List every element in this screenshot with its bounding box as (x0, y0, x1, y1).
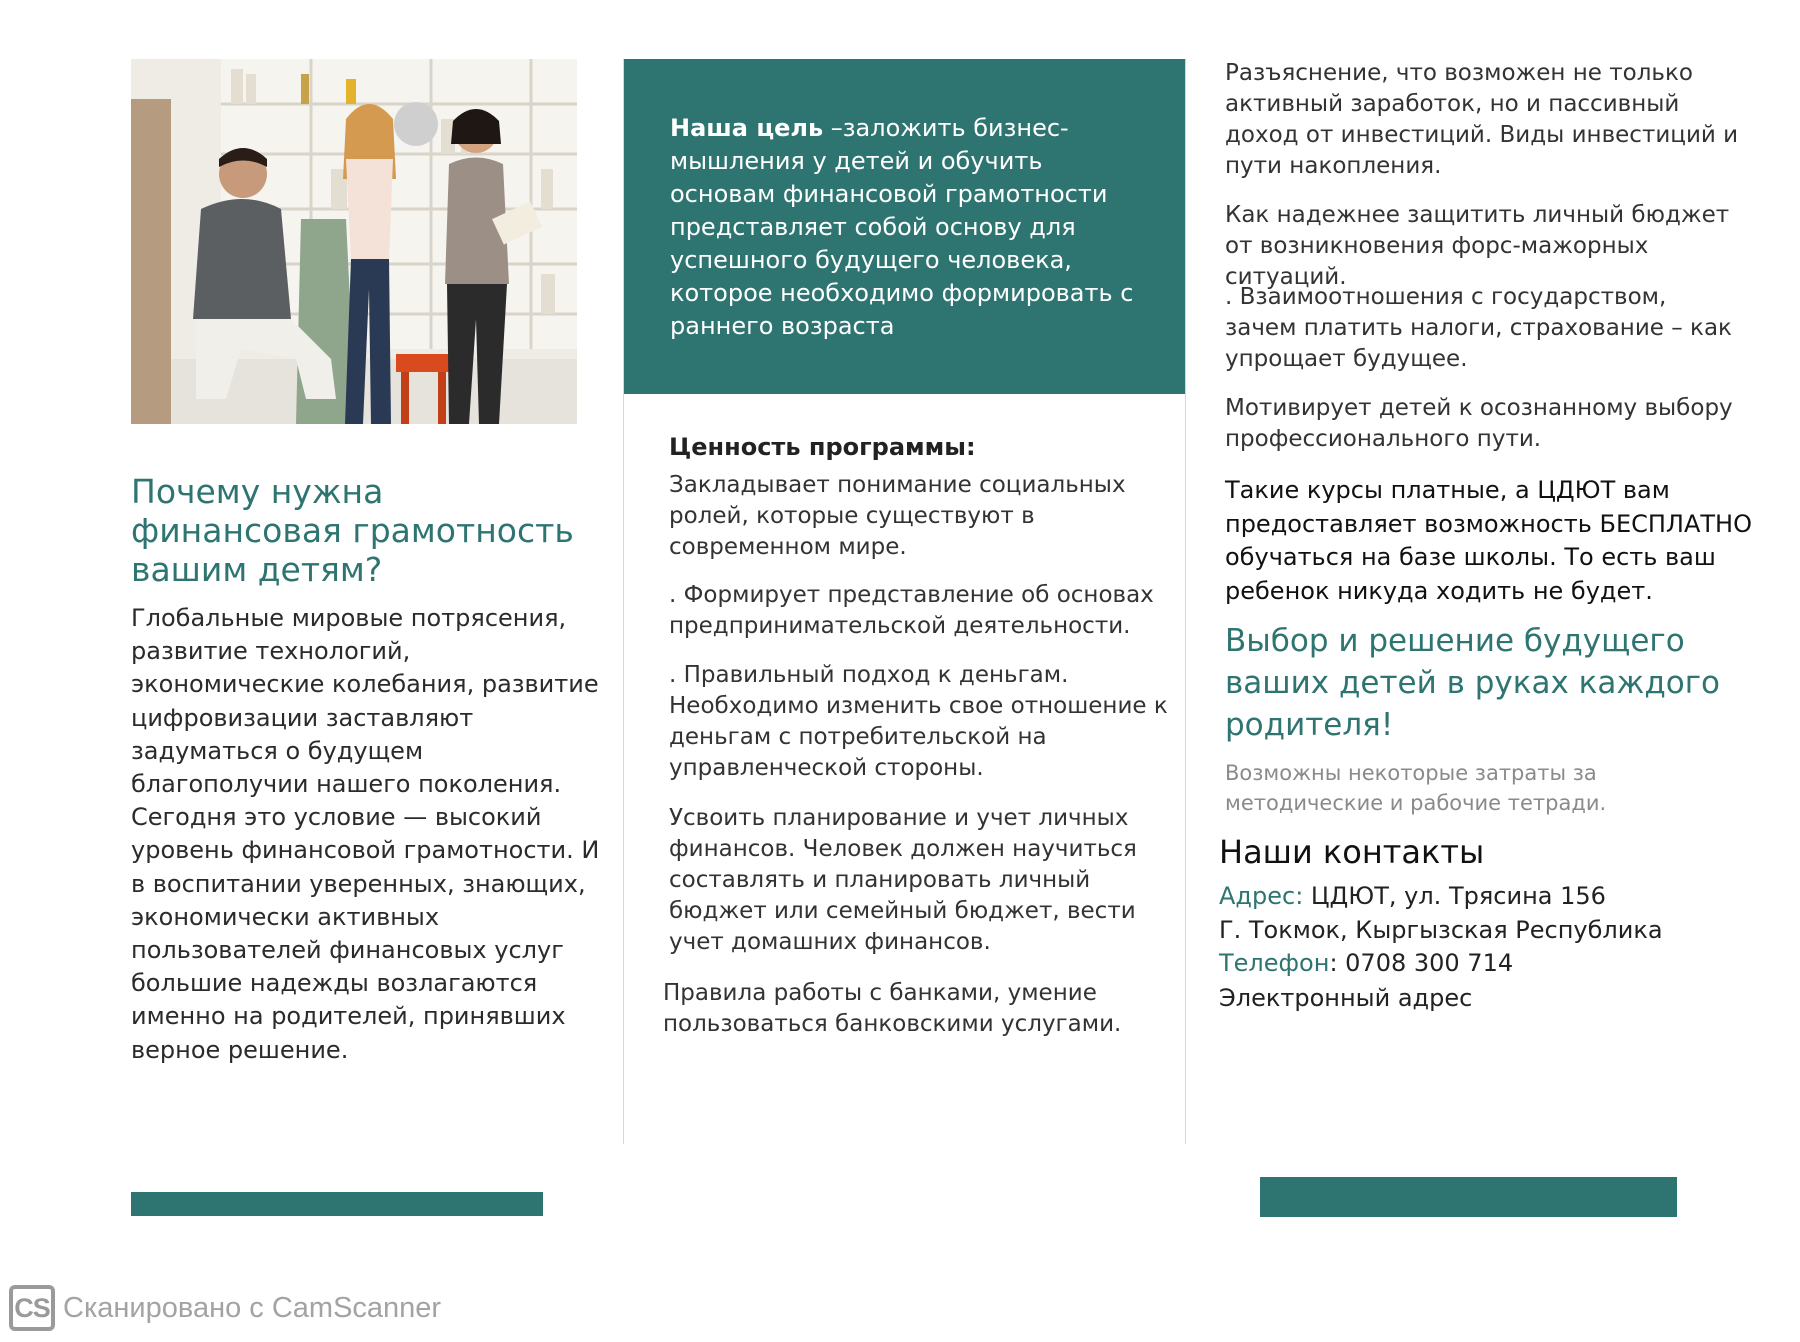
investment-paragraph: Разъяснение, что возможен не только активный заработок, но и пассивный доход от инвестиций. Виды инвестиций и пути накопления. (1225, 60, 1739, 179)
choice-heading: Выбор и решение будущего ваших детей в руках каждого родителя! (1225, 623, 1720, 743)
goal-description: –заложить бизнес-мышления у детей и обучить основам финансовой грамотности представляет собой основу для успешного будущего человека, которое необходимо формировать с раннего возраста (670, 114, 1134, 340)
address-label: Адрес: (1219, 882, 1304, 910)
city-line: Г. Токмок, Кыргызская Республика (1219, 916, 1663, 944)
goal-panel (624, 59, 1185, 394)
column-divider (1185, 59, 1186, 1144)
goal-text (670, 112, 1150, 343)
camscanner-logo-icon: CS (9, 1285, 55, 1331)
why-heading: Почему нужна финансовая грамотность вашим детям? (131, 472, 574, 589)
value-paragraph-4: Усвоить планирование и учет личных финансов. Человек должен научиться составлять и планировать личный бюджет или семейный бюджет, вести учет домашних финансов. (669, 805, 1137, 955)
value-paragraph-1: Закладывает понимание социальных ролей, которые существуют в современном мире. (669, 472, 1126, 560)
career-paragraph: Мотивирует детей к осознанному выбору профессионального пути. (1225, 395, 1733, 452)
value-paragraph-3: . Правильный подход к деньгам. Необходимо изменить свое отношение к деньгам с потребительской на управленческой стороны. (669, 662, 1168, 781)
people-photo (131, 59, 577, 424)
free-courses-text: Такие курсы платные, а ЦДЮТ вам предоставляет возможность БЕСПЛАТНО обучаться на базе школы. То есть ваш ребенок никуда ходить не будет. (1225, 476, 1752, 605)
phone-value: : 0708 300 714 (1329, 949, 1514, 977)
phone-label: Телефон (1219, 949, 1330, 977)
program-value-heading: Ценность программы: (669, 433, 976, 461)
costs-note: Возможны некоторые затраты за методические и рабочие тетради. (1225, 761, 1607, 815)
email-label: Электронный адрес (1219, 984, 1473, 1012)
footer-bar-right (1260, 1177, 1677, 1217)
phone-line (1219, 947, 1513, 980)
camscanner-watermark (9, 1285, 441, 1331)
address-line (1219, 880, 1606, 913)
watermark-text: Сканировано с CamScanner (63, 1291, 442, 1324)
state-relations-paragraph: . Взаимоотношения с государством, зачем платить налоги, страхование – как упрощает будущее. (1225, 284, 1732, 372)
why-body-text: Глобальные мировые потрясения, развитие технологий, экономические колебания, развитие цифровизации заставляют задуматься о будущем благополучии нашего поколения. Сегодня это условие — высокий уровень финансовой грамотности. И в воспитании уверенных, знающих, экономически активных пользователей финансовых услуг большие надежды возлагаются именно на родителей, принявших верное решение. (131, 604, 600, 1064)
contacts-title: Наши контакты (1219, 833, 1485, 871)
goal-label: Наша цель (670, 114, 824, 142)
people-illustration (131, 59, 577, 424)
value-paragraph-2: . Формирует представление об основах предпринимательской деятельности. (669, 582, 1154, 639)
footer-bar-left (131, 1192, 543, 1216)
address-value: ЦДЮТ, ул. Трясина 156 (1303, 882, 1606, 910)
budget-protection-paragraph: Как надежнее защитить личный бюджет от возникновения форс-мажорных ситуаций. (1225, 202, 1730, 290)
value-paragraph-5: Правила работы с банками, умение пользоваться банковскими услугами. (663, 980, 1122, 1037)
